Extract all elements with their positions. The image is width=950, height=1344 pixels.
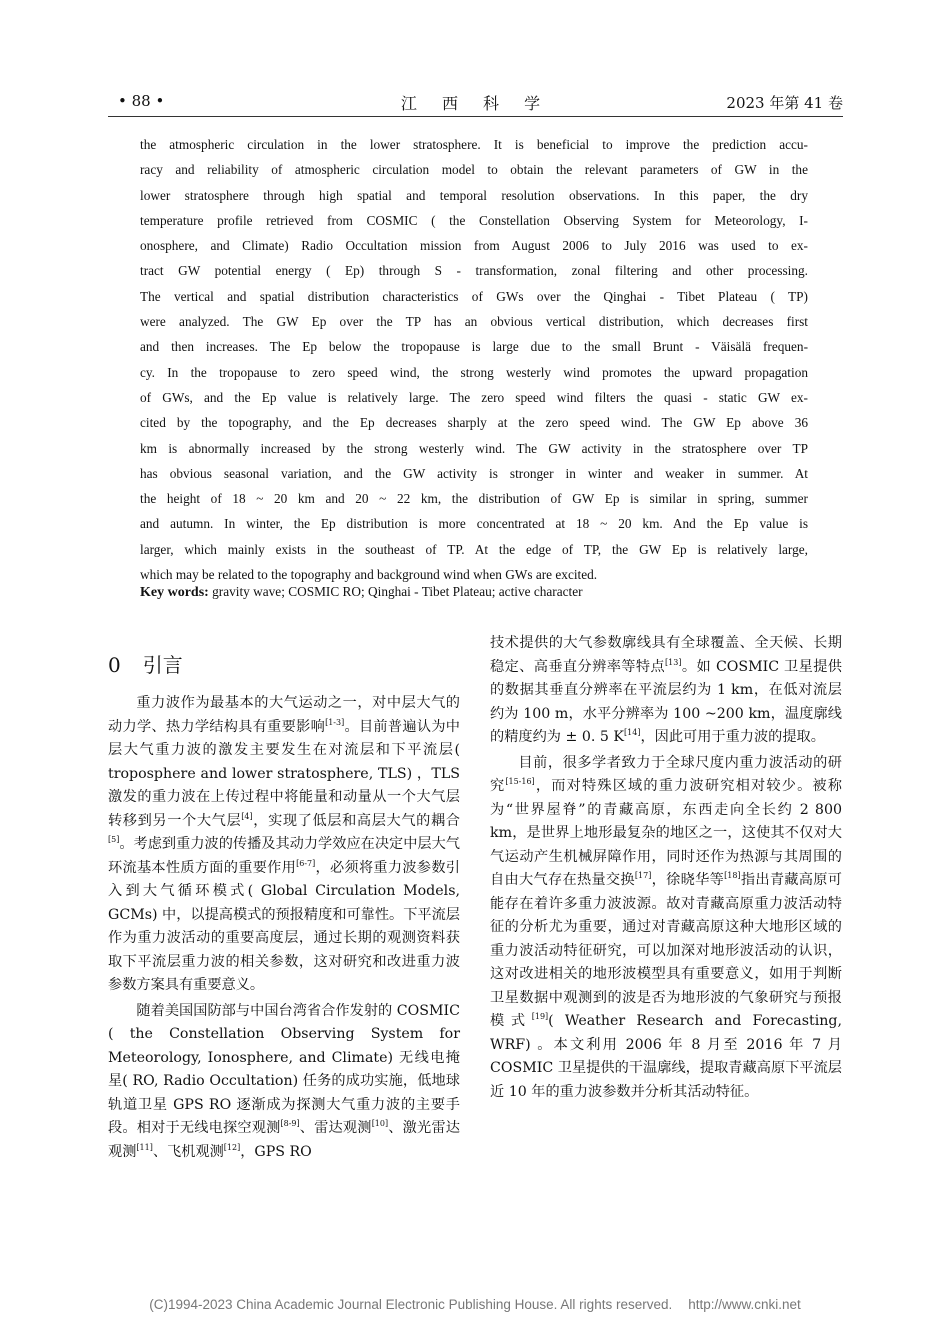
citation: [19]: [531, 1012, 549, 1021]
abstract-line: were analyzed. The GW Ep over the TP has an obvious vertical distribution, which decreases first: [140, 314, 808, 330]
intro-paragraph-2-continued: [490, 632, 842, 750]
paragraph-text: ，徐晓华等: [651, 872, 725, 888]
citation: [12]: [223, 1142, 241, 1152]
abstract-line: of GWs, and the Ep value is relatively large. The zero speed wind filters the quasi - static GW ex-: [140, 389, 808, 405]
citation: [11]: [136, 1142, 153, 1152]
journal-title: 江 西 科 学: [400, 94, 551, 113]
paragraph-text: 目前，很多学者致力于全球尺度内重力波活动的研究: [490, 754, 842, 794]
abstract-line: has obvious seasonal variation, and the GW activity is stronger in winter and weaker in summer. At: [140, 465, 808, 481]
abstract-line: cy. In the tropopause to zero speed wind, the strong westerly wind promotes the upward propagation: [140, 364, 808, 380]
intro-paragraph-1: [108, 692, 460, 998]
journal-volume: 2023 年第 41 卷: [726, 94, 843, 112]
intro-paragraph-2: [108, 1000, 460, 1165]
citation: [8-9]: [280, 1119, 300, 1128]
paragraph-text: 。考虑到重力波的传播及其动力学效应在决定中层大气环流基本性质方面的重要作用: [108, 836, 460, 876]
citation: [5]: [108, 835, 120, 844]
paragraph-text: 、激光雷达观测: [108, 1120, 460, 1160]
citation: [4]: [241, 811, 253, 821]
keywords: [140, 584, 808, 601]
abstract-line: racy and reliability of atmospheric circulation model to obtain the relevant parameters of GW in the: [140, 162, 808, 178]
paragraph-text: ，而对特殊区域的重力波研究相对较少。被称为“世界屋脊”的青藏高原，东西走向全长约 2 800 km，是世界上地形最复杂的地区之一，这使其不仅对大气运动产生机械屏障作用，同时还作为热源与其周围的自由大气存在热量交换: [490, 778, 842, 888]
citation: [17]: [634, 871, 652, 880]
citation: [13]: [665, 657, 682, 667]
abstract-line: tract GW potential energy ( Ep) through S - transformation, zonal filtering and other processing.: [140, 263, 808, 279]
abstract-line: the atmospheric circulation in the lower stratosphere. It is beneficial to improve the prediction accu-: [140, 137, 808, 152]
right-column: [490, 632, 842, 1104]
citation: [18]: [724, 871, 741, 880]
keywords-text: gravity wave; COSMIC RO; Qinghai - Tibet Plateau; active character: [212, 584, 583, 599]
page-footer: [0, 1297, 950, 1312]
paragraph-text: ，因此可用于重力波的提取。: [640, 729, 825, 745]
copyright-notice: (C)1994-2023 China Academic Journal Electronic Publishing House. All rights reserved.: [149, 1297, 673, 1312]
paragraph-text: 。目前普遍认为中层大气重力波的激发主要发生在对流层和下平流层( troposphere and lower stratosphere, TLS) ，TLS 激发的重力波在上传过程中将能量和动量从一个大气层转移到另一个大气层: [108, 718, 460, 829]
abstract-line: temperature profile retrieved from COSMIC ( the Constellation Observing System for Meteorology, I-: [140, 212, 808, 228]
abstract-line: larger, which mainly exists in the southeast of TP. At the edge of TP, the GW Ep is relatively large,: [140, 541, 808, 557]
paragraph-text: ( Weather Research and Forecasting, WRF) 。本文利用 2006 年 8 月至 2016 年 7 月 COSMIC 卫星提供的干温廓线，提取青藏高原下平流层近 10 年的重力波参数并分析其活动特征。: [490, 1013, 842, 1100]
abstract-line: which may be related to the topography and background wind when GWs are excited.: [140, 567, 598, 583]
paragraph-text: 、飞机观测: [152, 1143, 224, 1160]
cnki-link[interactable]: http://www.cnki.net: [688, 1297, 801, 1312]
paragraph-text: ，实现了低层和高层大气的耦合: [252, 812, 460, 829]
keywords-label: Key words:: [140, 585, 209, 600]
citation: [6-7]: [296, 858, 316, 868]
citation: [1-3]: [325, 717, 345, 727]
abstract-line: cited by the topography, and the Ep decreases sharply at the zero speed wind. The GW Ep above 36: [140, 415, 808, 431]
section-heading: [108, 650, 460, 680]
abstract-line: the height of 18 ~ 20 km and 20 ~ 22 km, the distribution of GW Ep is similar in spring, summer: [140, 491, 808, 507]
abstract-line: lower stratosphere through high spatial and temporal resolution observations. In this paper, the dry: [140, 187, 808, 203]
section-title: 引言: [142, 653, 183, 677]
left-column: [108, 650, 460, 1164]
paragraph-text: 。如 COSMIC 卫星提供的数据其垂直分辨率在平流层约为 1 km，在低对流层约为 100 m，水平分辨率为 100 ~200 km，温度廓线的精度约为 ± 0. 5 K: [490, 658, 842, 745]
page-header: [108, 90, 843, 117]
intro-paragraph-3: [490, 752, 842, 1105]
paragraph-text: 重力波作为最基本的大气运动之一，对中层大气的动力学、热力学结构具有重要影响: [108, 695, 460, 735]
paragraph-text: 技术提供的大气参数廓线具有全球覆盖、全天候、长期稳定、高垂直分辨率等特点: [490, 635, 842, 675]
citation: [14]: [624, 728, 641, 737]
paragraph-text: 随着美国国防部与中国台湾省合作发射的 COSMIC ( the Constellation Observing System for Meteorology, Ionosphere, and Climate) 无线电掩星( RO, Radio Occultation) 任务的成功实施，低地球轨道卫星 GPS RO 逐渐成为探测大气重力波的主要手段。相对于无线电探空观测: [108, 1002, 460, 1136]
paragraph-text: ，GPS RO: [240, 1143, 312, 1160]
paragraph-text: ，必须将重力波参数引入到大气循环模式( Global Circulation Models, GCMs) 中，以提高模式的预报精度和可靠性。下平流层作为重力波活动的重要高度层，通过长期的观测资料获取下平流层重力波的相关参数，这对研究和改进重力波参数方案具有重要意义。: [108, 859, 460, 993]
abstract-line: km is abnormally increased by the strong westerly wind. The GW activity in the stratosphere over TP: [140, 440, 808, 456]
abstract-line: The vertical and spatial distribution characteristics of GWs over the Qinghai - Tibet Plateau ( TP): [140, 288, 808, 304]
abstract-line: and then increases. The Ep below the tropopause is large due to the small Brunt - Väisälä frequen-: [140, 339, 808, 355]
paragraph-text: 指出青藏高原可能存在着许多重力波波源。故对青藏高原重力波活动特征的分析尤为重要，通过对青藏高原这种大地形区域的重力波活动特征研究，可以加深对地形波活动的认识，这对改进相关的地形波模型具有重要意义，如用于判断卫星数据中观测到的波是否为地形波的气象研究与预报模式: [490, 872, 842, 1029]
english-abstract: [140, 132, 808, 587]
paragraph-text: 、雷达观测: [299, 1120, 372, 1136]
page-number: • 88 •: [118, 92, 165, 110]
section-number: 0: [108, 653, 121, 677]
citation: [10]: [371, 1119, 389, 1128]
abstract-line: onosphere, and Climate) Radio Occultation mission from August 2006 to July 2016 was used to ex-: [140, 238, 808, 254]
abstract-line: and autumn. In winter, the Ep distribution is more concentrated at 18 ~ 20 km. And the Ep value is: [140, 516, 808, 532]
citation: [15-16]: [505, 777, 535, 786]
